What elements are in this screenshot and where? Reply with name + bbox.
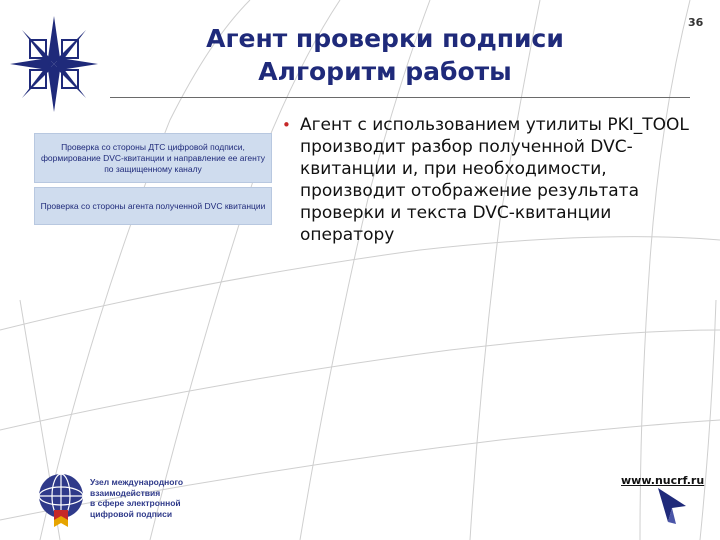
org-line-2: взаимодействия: [90, 487, 161, 498]
bullet-list: [282, 114, 702, 246]
algorithm-stages-panel: [34, 133, 272, 225]
compass-star-icon: [8, 14, 100, 114]
title-line-2: Алгоритм работы: [258, 57, 512, 86]
stage-2-text: Проверка со стороны агента полученной DVC квитанции: [40, 200, 266, 211]
compass-arrow-icon: [654, 486, 690, 526]
title-line-1: Агент проверки подписи: [206, 24, 564, 53]
website-link[interactable]: www.nucrf.ru: [621, 474, 705, 487]
bullet-text: Агент с использованием утилиты PKI_TOOL производит разбор полученной DVC-квитанции и, при необходимости, производит отображение результата проверки и текста DVC-квитанции оператору: [300, 115, 689, 245]
slide-title: [160, 22, 610, 88]
bullet-item: [282, 114, 702, 246]
globe-seal-icon: [36, 470, 86, 528]
org-line-1: Узел международного: [90, 477, 184, 487]
stage-agent-verification: [34, 187, 272, 225]
organization-name: [90, 477, 200, 519]
org-line-3: в сфере электронной: [90, 498, 181, 508]
stage-1-text: Проверка со стороны ДТС цифровой подписи, формирование DVC-квитанции и направление ее агенту по защищенному каналу: [40, 141, 266, 174]
stage-dts-verification: [34, 133, 272, 183]
bullet-dot-icon: •: [282, 116, 291, 134]
slide-number: 36: [688, 16, 704, 29]
org-line-4: цифровой подписи: [90, 508, 173, 519]
title-divider: [110, 97, 690, 98]
